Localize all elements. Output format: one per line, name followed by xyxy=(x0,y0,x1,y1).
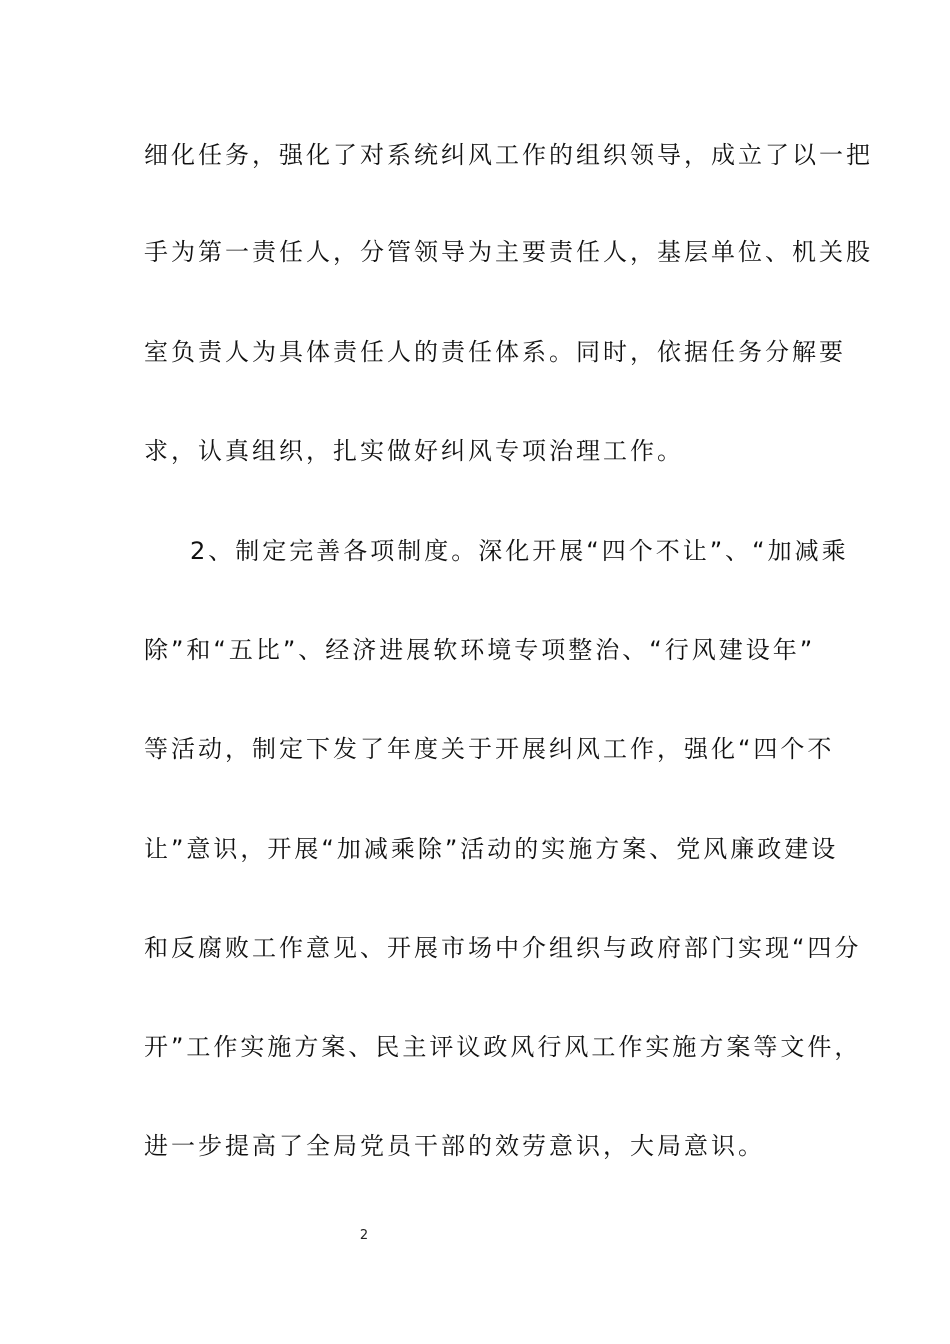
text-line: 除”和“五比”、经济进展软环境专项整治、“行风建设年” xyxy=(144,636,816,664)
text-line: 等活动，制定下发了年度关于开展纠风工作，强化“四个不 xyxy=(144,735,835,763)
page-number: 2 xyxy=(359,1228,369,1243)
text-line: 和反腐败工作意见、开展市场中介组织与政府部门实现“四分 xyxy=(144,934,862,962)
text-line: 室负责人为具体责任人的责任体系。同时，依据任务分解要 xyxy=(144,338,846,366)
text-line: 求，认真组织，扎实做好纠风专项治理工作。 xyxy=(144,437,684,465)
paragraph-first-line: 2、制定完善各项制度。深化开展“四个不让”、“加减乘 xyxy=(190,537,849,565)
text-line: 让”意识，开展“加减乘除”活动的实施方案、党风廉政建设 xyxy=(144,835,839,863)
text-line: 开”工作实施方案、民主评议政风行风工作实施方案等文件， xyxy=(144,1033,862,1061)
text-line: 手为第一责任人，分管领导为主要责任人，基层单位、机关股 xyxy=(144,238,873,266)
text-line: 进一步提高了全局党员干部的效劳意识，大局意识。 xyxy=(144,1132,765,1160)
text-line: 细化任务，强化了对系统纠风工作的组织领导，成立了以一把 xyxy=(144,141,873,169)
